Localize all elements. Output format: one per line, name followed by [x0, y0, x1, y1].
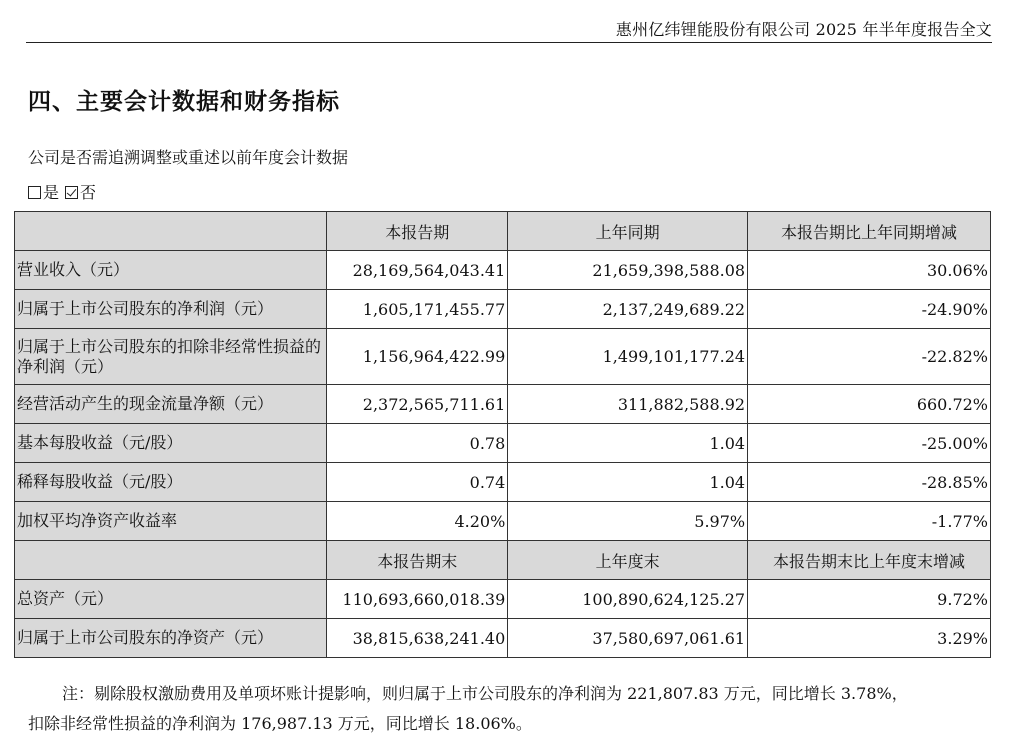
- header-period-end-change: 本报告期末比上年度末增减: [748, 541, 991, 580]
- header-current-period-end: 本报告期末: [327, 541, 508, 580]
- cell-change: -22.82%: [748, 329, 991, 385]
- header-prior-year-end: 上年度末: [508, 541, 748, 580]
- cell-prior: 1.04: [508, 424, 748, 463]
- table-row: [15, 290, 991, 329]
- row-label: 营业收入（元）: [15, 251, 327, 290]
- cell-prior: 37,580,697,061.61: [508, 619, 748, 658]
- cell-prior: 1.04: [508, 463, 748, 502]
- cell-change: 9.72%: [748, 580, 991, 619]
- header-blank-cell: [15, 541, 327, 580]
- restatement-question: 公司是否需追溯调整或重述以前年度会计数据: [28, 148, 349, 167]
- cell-current: 1,156,964,422.99: [327, 329, 508, 385]
- checkbox-unchecked-icon[interactable]: [28, 186, 41, 199]
- cell-prior: 2,137,249,689.22: [508, 290, 748, 329]
- restatement-choices: [28, 180, 96, 203]
- cell-prior: 21,659,398,588.08: [508, 251, 748, 290]
- cell-prior: 100,890,624,125.27: [508, 580, 748, 619]
- cell-current: 0.78: [327, 424, 508, 463]
- choice-no-label: 否: [80, 183, 97, 202]
- row-label: 加权平均净资产收益率: [15, 502, 327, 541]
- cell-change: 660.72%: [748, 385, 991, 424]
- table-row: [15, 329, 991, 385]
- cell-prior: 5.97%: [508, 502, 748, 541]
- balance-header-row: [15, 541, 991, 580]
- cell-change: -25.00%: [748, 424, 991, 463]
- header-current-period: 本报告期: [327, 212, 508, 251]
- header-divider: [26, 42, 992, 43]
- cell-change: -1.77%: [748, 502, 991, 541]
- row-label: 经营活动产生的现金流量净额（元）: [15, 385, 327, 424]
- checkbox-checked-icon[interactable]: [65, 186, 78, 199]
- cell-change: -24.90%: [748, 290, 991, 329]
- row-label: 归属于上市公司股东的净利润（元）: [15, 290, 327, 329]
- table-row: [15, 619, 991, 658]
- row-label: 归属于上市公司股东的净资产（元）: [15, 619, 327, 658]
- table-row: [15, 424, 991, 463]
- report-header-title: 惠州亿纬锂能股份有限公司 2025 年半年度报告全文: [615, 20, 992, 39]
- choice-yes[interactable]: [28, 180, 59, 203]
- row-label: 总资产（元）: [15, 580, 327, 619]
- financial-indicators-table: [14, 211, 991, 658]
- row-label: 稀释每股收益（元/股）: [15, 463, 327, 502]
- table-row: [15, 385, 991, 424]
- cell-current: 4.20%: [327, 502, 508, 541]
- cell-change: 3.29%: [748, 619, 991, 658]
- cell-current: 0.74: [327, 463, 508, 502]
- header-blank-cell: [15, 212, 327, 251]
- choice-no[interactable]: [65, 180, 96, 203]
- cell-change: 30.06%: [748, 251, 991, 290]
- cell-current: 2,372,565,711.61: [327, 385, 508, 424]
- table-row: [15, 251, 991, 290]
- section-title: 四、主要会计数据和财务指标: [28, 89, 340, 115]
- footnote: [28, 679, 988, 739]
- footnote-line-2: 扣除非经常性损益的净利润为 176,987.13 万元，同比增长 18.06%。: [28, 714, 532, 733]
- header-prior-period: 上年同期: [508, 212, 748, 251]
- cell-current: 1,605,171,455.77: [327, 290, 508, 329]
- cell-current: 28,169,564,043.41: [327, 251, 508, 290]
- cell-current: 38,815,638,241.40: [327, 619, 508, 658]
- header-period-change: 本报告期比上年同期增减: [748, 212, 991, 251]
- choice-yes-label: 是: [43, 183, 60, 202]
- cell-change: -28.85%: [748, 463, 991, 502]
- cell-current: 110,693,660,018.39: [327, 580, 508, 619]
- table-row: [15, 463, 991, 502]
- table-row: [15, 580, 991, 619]
- period-header-row: [15, 212, 991, 251]
- row-label: 归属于上市公司股东的扣除非经常性损益的净利润（元）: [15, 329, 327, 385]
- cell-prior: 1,499,101,177.24: [508, 329, 748, 385]
- cell-prior: 311,882,588.92: [508, 385, 748, 424]
- table-row: [15, 502, 991, 541]
- footnote-line-1: 注：剔除股权激励费用及单项坏账计提影响，则归属于上市公司股东的净利润为 221,807.83 万元，同比增长 3.78%，: [62, 684, 908, 703]
- row-label: 基本每股收益（元/股）: [15, 424, 327, 463]
